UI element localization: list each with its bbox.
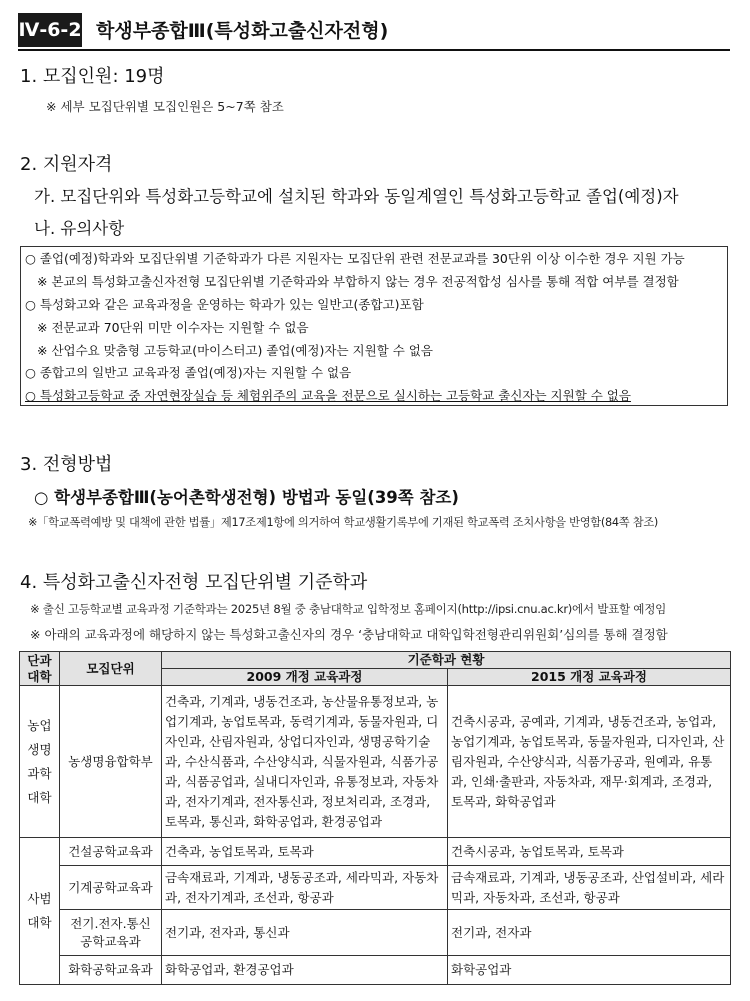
table-row (20, 838, 731, 866)
section-4-title: 4. 특성화고출신자전형 모집단위별 기준학과 (20, 572, 368, 593)
unit-cell: 전기.전자.통신 공학교육과 (60, 910, 162, 956)
section-1-note: ※ 세부 모집단위별 모집인원은 5~7쪽 참조 (46, 99, 284, 114)
notice-box (20, 246, 728, 406)
header-unit: 모집단위 (60, 652, 162, 686)
college-cell: 농업 생명 과학 대학 (20, 686, 60, 838)
criteria-2009-cell: 전기과, 전자과, 통신과 (162, 910, 448, 956)
header-college: 단과 대학 (20, 652, 60, 686)
section-1-title: 1. 모집인원: 19명 (20, 66, 165, 87)
table-row (20, 910, 731, 956)
unit-cell: 건설공학교육과 (60, 838, 162, 866)
unit-cell: 기계공학교육과 (60, 866, 162, 910)
notice-line: ※ 산업수요 맞춤형 고등학교(마이스터고) 졸업(예정)자는 지원할 수 없음 (37, 342, 433, 358)
unit-cell: 화학공학교육과 (60, 956, 162, 985)
table-row (20, 686, 731, 838)
college-cell: 사범 대학 (20, 838, 60, 985)
section-2-title: 2. 지원자격 (20, 154, 113, 175)
notice-line: ※ 전문교과 70단위 미만 이수자는 지원할 수 없음 (37, 319, 309, 335)
criteria-2015-cell: 화학공업과 (448, 956, 731, 985)
section-3-note: ※「학교폭력예방 및 대책에 관한 법률」제17조제1항에 의거하여 학교생활기록부에 기재된 학교폭력 조치사항을 반영함(84쪽 참조) (28, 516, 659, 529)
notice-line: ※ 본교의 특성화고출신자전형 모집단위별 기준학과와 부합하지 않는 경우 전공적합성 심사를 통해 적합 여부를 결정함 (37, 273, 679, 289)
selection-method: ○ 학생부종합Ⅲ(농어촌학생전형) 방법과 동일(39쪽 참조) (34, 488, 459, 507)
header-2015: 2015 개정 교육과정 (448, 669, 731, 686)
notice-line: ○ 종합고의 일반고 교육과정 졸업(예정)자는 지원할 수 없음 (25, 365, 352, 381)
unit-cell: 농생명융합학부 (60, 686, 162, 838)
notice-line: ○ 특성화고와 같은 교육과정을 운영하는 학과가 있는 일반고(종합고)포함 (25, 296, 424, 312)
criteria-2015-cell: 건축시공과, 농업토목과, 토목과 (448, 838, 731, 866)
section-4-note-2: ※ 아래의 교육과정에 해당하지 않는 특성화고출신자의 경우 ‘충남대학교 대학입학전형관리위원회’심의를 통해 결정함 (30, 627, 668, 642)
criteria-table (19, 651, 731, 985)
criteria-2009-cell: 화학공업과, 환경공업과 (162, 956, 448, 985)
section-header (18, 13, 730, 51)
header-2009: 2009 개정 교육과정 (162, 669, 448, 686)
page-title: 학생부종합Ⅲ(특성화고출신자전형) (96, 20, 389, 42)
section-3-title: 3. 전형방법 (20, 454, 113, 475)
criteria-2015-cell: 금속재료과, 기계과, 냉동공조과, 산업설비과, 세라믹과, 자동차과, 조선과, 항공과 (448, 866, 731, 910)
section-number-badge: Ⅳ-6-2 (18, 13, 82, 47)
table-row (20, 866, 731, 910)
eligibility-na: 나. 유의사항 (34, 219, 125, 238)
criteria-2009-cell: 건축과, 기계과, 냉동건조과, 농산물유통정보과, 농업기계과, 농업토목과, 동력기계과, 동물자원과, 디자인과, 산림자원과, 상업디자인과, 생명공학기술과, 수산식품과, 수산양식과, 식물자원과, 식품가공과, 식품공업과, 실내디자인과, 유통정보과, 자동차과, 전자기계과, 전자통신과, 정보처리과, 조경과, 토목과, 통신과, 화학공업과, 환경공업과 (162, 686, 448, 838)
notice-line: ○ 특성화고등학교 중 자연현장실습 등 체험위주의 교육을 전문으로 실시하는 고등학교 출신자는 지원할 수 없음 (25, 388, 631, 404)
notice-line: ○ 졸업(예정)학과와 모집단위별 기준학과가 다른 지원자는 모집단위 관련 전문교과를 30단위 이상 이수한 경우 지원 가능 (25, 251, 685, 266)
table-row (20, 956, 731, 985)
criteria-2015-cell: 건축시공과, 공예과, 기계과, 냉동건조과, 농업과, 농업기계과, 농업토목과, 동물자원과, 디자인과, 산림자원과, 수산양식과, 식품가공과, 원예과, 유통과, 인쇄·출판과, 자동차과, 재무·회계과, 조경과, 토목과, 화학공업과 (448, 686, 731, 838)
header-criteria: 기준학과 현황 (162, 652, 731, 669)
criteria-2009-cell: 건축과, 농업토목과, 토목과 (162, 838, 448, 866)
criteria-2009-cell: 금속재료과, 기계과, 냉동공조과, 세라믹과, 자동차과, 전자기계과, 조선과, 항공과 (162, 866, 448, 910)
criteria-2015-cell: 전기과, 전자과 (448, 910, 731, 956)
section-4-note-1: ※ 출신 고등학교별 교육과정 기준학과는 2025년 8월 중 충남대학교 입학정보 홈페이지(http://ipsi.cnu.ac.kr)에서 발표할 예정임 (30, 602, 666, 616)
eligibility-ga: 가. 모집단위와 특성화고등학교에 설치된 학과와 동일계열인 특성화고등학교 졸업(예정)자 (34, 187, 679, 206)
